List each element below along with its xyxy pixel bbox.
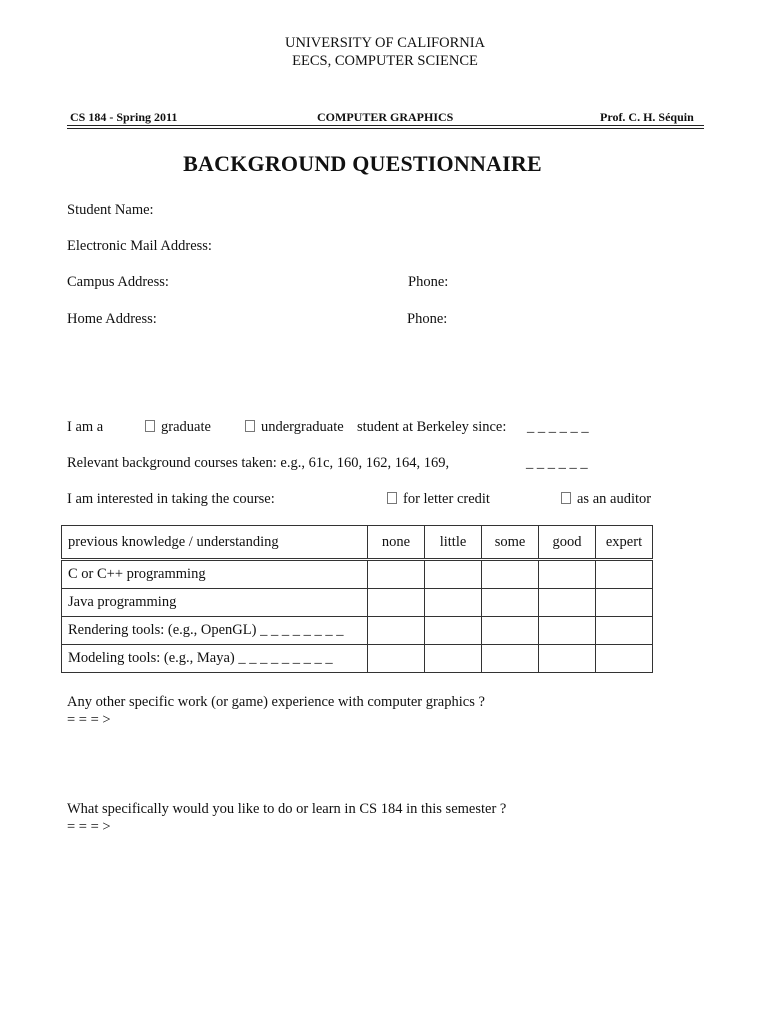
- undergraduate-label: undergraduate: [261, 419, 344, 435]
- knowledge-table: [61, 525, 653, 673]
- rating-cell[interactable]: [368, 560, 425, 589]
- table-row: [62, 617, 653, 645]
- since-blank[interactable]: _ _ _ _ _ _: [527, 419, 589, 435]
- rating-cell[interactable]: [596, 617, 653, 645]
- rating-cell[interactable]: [539, 645, 596, 673]
- level-little: little: [425, 526, 482, 560]
- auditor-checkbox[interactable]: [561, 492, 571, 504]
- auditor-option[interactable]: [561, 491, 651, 508]
- row-label-modeling: Modeling tools: (e.g., Maya) _ _ _ _ _ _ _ _ _: [62, 645, 368, 673]
- level-none: none: [368, 526, 425, 560]
- graduate-checkbox[interactable]: [145, 420, 155, 432]
- answer-arrow-goals[interactable]: = = = >: [67, 819, 111, 835]
- course-subject: COMPUTER GRAPHICS: [317, 110, 454, 124]
- rating-cell[interactable]: [539, 617, 596, 645]
- rating-cell[interactable]: [482, 589, 539, 617]
- table-row: [62, 645, 653, 673]
- page-title: BACKGROUND QUESTIONNAIRE: [183, 151, 542, 176]
- table-row: [62, 589, 653, 617]
- graduate-option[interactable]: [145, 419, 211, 436]
- row-label-java: Java programming: [62, 589, 368, 617]
- home-phone-label: Phone:: [407, 311, 448, 327]
- university-name: UNIVERSITY OF CALIFORNIA: [284, 35, 486, 51]
- campus-phone-label: Phone:: [408, 274, 449, 290]
- email-label: Electronic Mail Address:: [67, 238, 212, 254]
- knowledge-table-header: [62, 526, 653, 560]
- status-prefix: I am a: [67, 419, 104, 435]
- undergraduate-checkbox[interactable]: [245, 420, 255, 432]
- rating-cell[interactable]: [425, 589, 482, 617]
- auditor-label: as an auditor: [577, 491, 652, 507]
- department-name: EECS, COMPUTER SCIENCE: [292, 53, 478, 69]
- rating-cell[interactable]: [482, 617, 539, 645]
- courses-blank[interactable]: _ _ _ _ _ _: [526, 455, 588, 471]
- since-label: student at Berkeley since:: [357, 419, 507, 435]
- letter-credit-label: for letter credit: [403, 491, 490, 507]
- undergraduate-option[interactable]: [245, 419, 344, 436]
- rating-cell[interactable]: [425, 645, 482, 673]
- answer-arrow-experience[interactable]: = = = >: [67, 712, 111, 728]
- rating-cell[interactable]: [482, 645, 539, 673]
- header-rule-bottom: [67, 128, 704, 129]
- rating-cell[interactable]: [368, 589, 425, 617]
- course-code: CS 184 - Spring 2011: [70, 110, 178, 124]
- row-label-c-cpp: C or C++ programming: [62, 560, 368, 589]
- interest-label: I am interested in taking the course:: [67, 491, 275, 507]
- rating-cell[interactable]: [539, 589, 596, 617]
- header-rule-top: [67, 125, 704, 126]
- knowledge-header-label: previous knowledge / understanding: [62, 526, 368, 560]
- rating-cell[interactable]: [539, 560, 596, 589]
- level-some: some: [482, 526, 539, 560]
- row-label-rendering: Rendering tools: (e.g., OpenGL) _ _ _ _ _ _ _ _: [62, 617, 368, 645]
- rating-cell[interactable]: [596, 645, 653, 673]
- courses-label: Relevant background courses taken: e.g., 61c, 160, 162, 164, 169,: [67, 455, 450, 471]
- rating-cell[interactable]: [482, 560, 539, 589]
- campus-address-label: Campus Address:: [67, 274, 169, 290]
- letter-credit-option[interactable]: [387, 491, 490, 508]
- graduate-label: graduate: [161, 419, 211, 435]
- rating-cell[interactable]: [596, 589, 653, 617]
- question-goals: What specifically would you like to do or learn in CS 184 in this semester ?: [67, 801, 507, 817]
- student-name-label: Student Name:: [67, 202, 154, 218]
- table-row: [62, 560, 653, 589]
- letter-credit-checkbox[interactable]: [387, 492, 397, 504]
- question-experience: Any other specific work (or game) experience with computer graphics ?: [67, 694, 485, 710]
- level-expert: expert: [596, 526, 653, 560]
- level-good: good: [539, 526, 596, 560]
- instructor-name: Prof. C. H. Séquin: [600, 110, 694, 124]
- rating-cell[interactable]: [425, 560, 482, 589]
- rating-cell[interactable]: [368, 645, 425, 673]
- rating-cell[interactable]: [596, 560, 653, 589]
- rating-cell[interactable]: [368, 617, 425, 645]
- home-address-label: Home Address:: [67, 311, 157, 327]
- rating-cell[interactable]: [425, 617, 482, 645]
